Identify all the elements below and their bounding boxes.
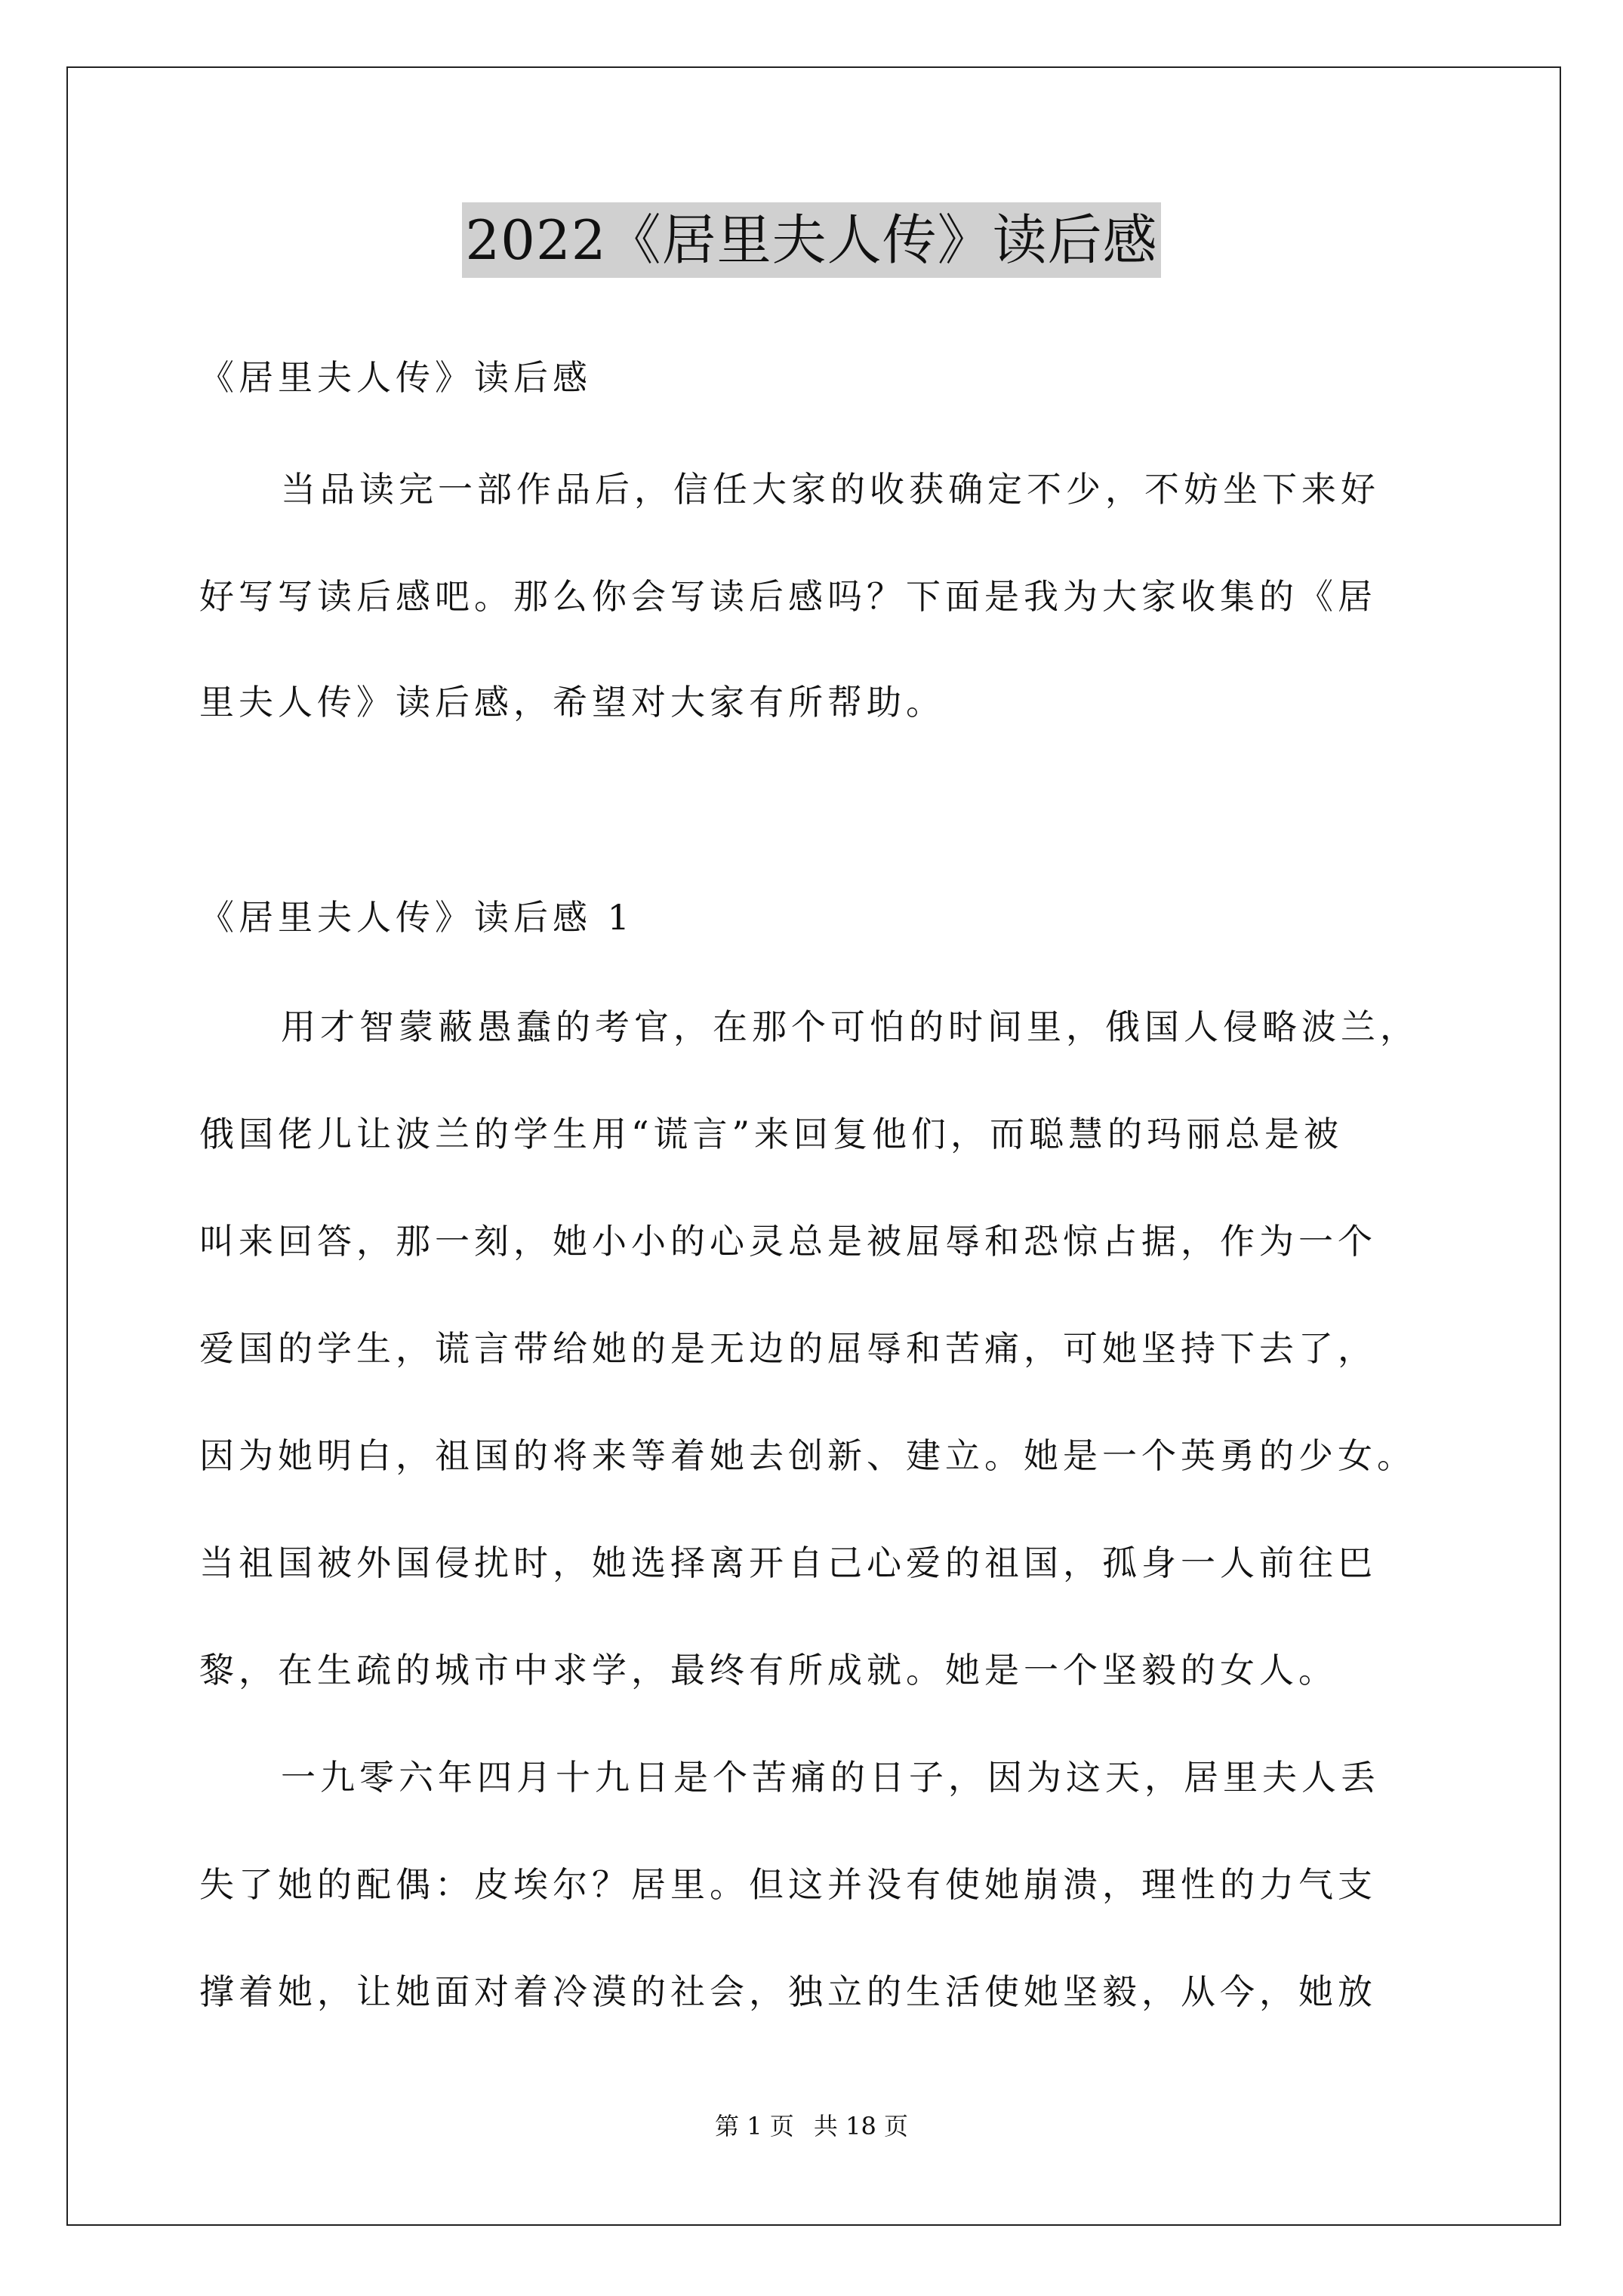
paragraph-line: 俄国佬儿让波兰的学生用“谎言”来回复他们，而聪慧的玛丽总是被 [199, 1114, 1344, 1154]
intro-line: 当品读完一部作品后，信任大家的收获确定不少，不妨坐下来好 [281, 469, 1380, 510]
paragraph-line: 当祖国被外国侵扰时，她选择离开自己心爱的祖国，孤身一人前往巴 [199, 1542, 1377, 1583]
page-number: 第 1 页 [715, 2112, 794, 2140]
subtitle: 《居里夫人传》读后感 [199, 357, 592, 398]
paragraph-line: 用才智蒙蔽愚蠢的考官，在那个可怕的时间里，俄国人侵略波兰， [281, 1006, 1419, 1047]
paragraph-line: 一九零六年四月十九日是个苦痛的日子，因为这天，居里夫人丢 [281, 1757, 1380, 1798]
page-footer [0, 2111, 1623, 2141]
paragraph-line: 叫来回答，那一刻，她小小的心灵总是被屈辱和恐惊占据，作为一个 [199, 1221, 1377, 1262]
intro-line: 好写写读后感吧。那么你会写读后感吗？下面是我为大家收集的《居 [199, 576, 1377, 617]
title-container [0, 202, 1623, 278]
paragraph-line: 失了她的配偶：皮埃尔？居里。但这并没有使她崩溃，理性的力气支 [199, 1864, 1377, 1905]
page-total: 共 18 页 [813, 2112, 908, 2140]
document-title: 2022《居里夫人传》读后感 [462, 202, 1160, 278]
section-heading: 《居里夫人传》读后感 1 [199, 897, 634, 938]
paragraph-line: 黎，在生疏的城市中求学，最终有所成就。她是一个坚毅的女人。 [199, 1650, 1338, 1690]
paragraph-line: 因为她明白，祖国的将来等着她去创新、建立。她是一个英勇的少女。 [199, 1435, 1416, 1476]
paragraph-line: 撑着她，让她面对着冷漠的社会，独立的生活使她坚毅，从今，她放 [199, 1971, 1377, 2012]
intro-line: 里夫人传》读后感，希望对大家有所帮助。 [199, 682, 945, 723]
paragraph-line: 爱国的学生，谎言带给她的是无边的屈辱和苦痛，可她坚持下去了， [199, 1328, 1377, 1369]
